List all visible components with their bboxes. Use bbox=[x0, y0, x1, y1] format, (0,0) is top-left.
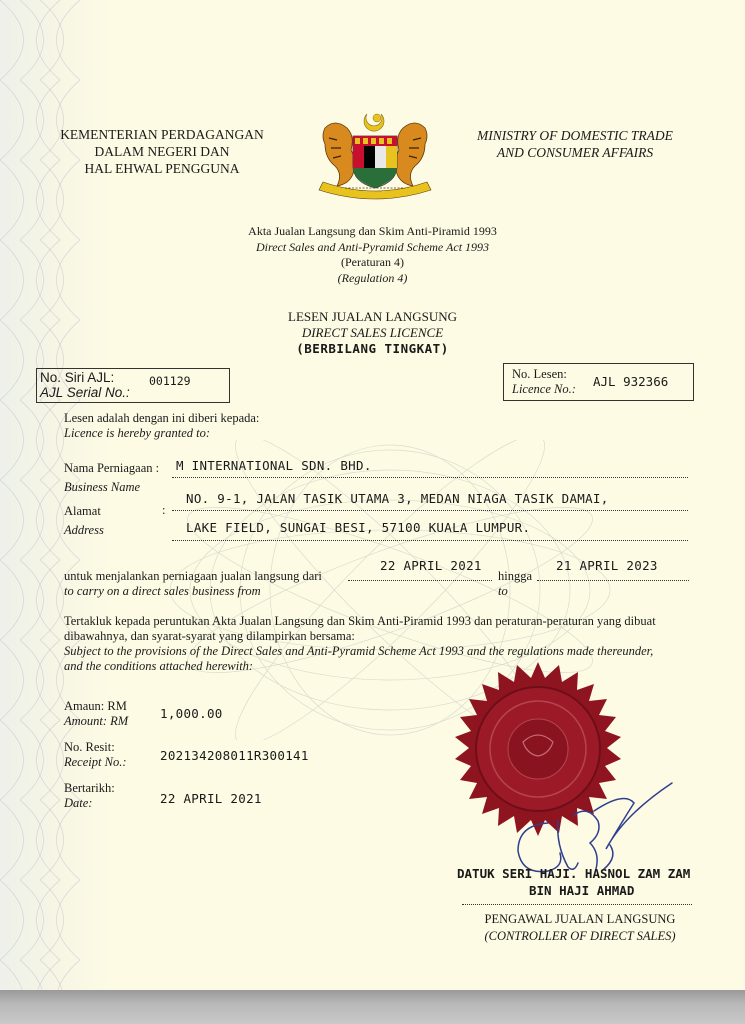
ministry-name-english bbox=[460, 127, 690, 161]
signatory-title bbox=[460, 911, 700, 945]
receipt-number-value: 202134208011R300141 bbox=[160, 748, 309, 763]
date-label-malay: Bertarikh: bbox=[64, 781, 115, 795]
licence-title-english: DIRECT SALES LICENCE bbox=[301, 325, 444, 340]
address-dotted-line-2 bbox=[172, 540, 688, 541]
licence-number-box bbox=[503, 363, 694, 401]
signatory-name-line-1: DATUK SERI HAJI. HASNOL ZAM ZAM bbox=[457, 866, 691, 881]
licence-no-label bbox=[512, 367, 576, 397]
amount-label bbox=[64, 699, 128, 729]
serial-label-english: AJL Serial No.: bbox=[40, 385, 130, 400]
subject-english-line-1: Subject to the provisions of the Direct Sales and Anti-Pyramid Scheme Act 1993 and the regulations made thereunder, bbox=[64, 644, 654, 658]
signatory-name-line-2: BIN HAJI AHMAD bbox=[529, 883, 635, 898]
licence-no-label-malay: No. Lesen: bbox=[512, 367, 567, 381]
subject-malay-line-1: Tertakluk kepada peruntukan Akta Jualan Langsung dan Skim Anti-Piramid 1993 dan peraturan-peraturan yang dibuat bbox=[64, 614, 656, 628]
period-to-label bbox=[498, 569, 532, 599]
period-statement bbox=[64, 569, 322, 599]
business-label-malay: Nama Perniagaan : bbox=[64, 461, 160, 475]
subject-malay-line-2: dibawahnya, dan syarat-syarat yang dilampirkan bersama: bbox=[64, 629, 355, 643]
granted-english: Licence is hereby granted to: bbox=[64, 426, 211, 440]
date-label bbox=[64, 781, 115, 811]
serial-number-box bbox=[36, 368, 230, 403]
address-line-2: LAKE FIELD, SUNGAI BESI, 57100 KUALA LUMPUR. bbox=[186, 520, 531, 535]
amount-value: 1,000.00 bbox=[160, 706, 223, 721]
period-english: to carry on a direct sales business from bbox=[64, 584, 261, 598]
address-label-english: Address bbox=[64, 523, 104, 537]
address-label-malay: Alamat bbox=[64, 504, 101, 518]
serial-number-value: 001129 bbox=[149, 374, 191, 388]
period-to-value: 21 APRIL 2023 bbox=[556, 558, 658, 573]
licence-number-value: AJL 932366 bbox=[593, 374, 669, 389]
address-label bbox=[64, 504, 104, 538]
business-label-english: Business Name bbox=[64, 480, 141, 494]
address-line-1: NO. 9-1, JALAN TASIK UTAMA 3, MEDAN NIAGA TASIK DAMAI, bbox=[186, 491, 609, 506]
act-name-malay: Akta Jualan Langsung dan Skim Anti-Piramid 1993 bbox=[248, 224, 497, 238]
granted-statement bbox=[64, 411, 259, 441]
ministry-line-1: KEMENTERIAN PERDAGANGAN bbox=[60, 127, 264, 142]
malaysia-coat-of-arms-icon bbox=[315, 108, 435, 200]
period-to-dotted-line bbox=[537, 580, 689, 581]
address-colon: : bbox=[162, 503, 166, 517]
act-name-english: Direct Sales and Anti-Pyramid Scheme Act 1993 bbox=[255, 239, 490, 254]
subject-english-line-2: and the conditions attached herewith: bbox=[64, 659, 254, 673]
business-name-value: M INTERNATIONAL SDN. BHD. bbox=[176, 458, 372, 473]
ministry-line-3: HAL EHWAL PENGGUNA bbox=[84, 161, 240, 176]
regulation-english: (Regulation 4) bbox=[337, 270, 408, 285]
business-name-dotted-line bbox=[172, 477, 688, 478]
signatory-title-malay: PENGAWAL JUALAN LANGSUNG bbox=[484, 912, 676, 926]
licence-type: (BERBILANG TINGKAT) bbox=[296, 341, 449, 356]
serial-label bbox=[40, 370, 130, 400]
period-from-value: 22 APRIL 2021 bbox=[380, 558, 482, 573]
signatory-name bbox=[457, 865, 690, 899]
act-reference bbox=[160, 224, 585, 286]
address-dotted-line-1 bbox=[172, 510, 688, 511]
signatory-title-english: (CONTROLLER OF DIRECT SALES) bbox=[484, 929, 676, 943]
period-malay: untuk menjalankan perniagaan jualan langsung dari bbox=[64, 569, 322, 583]
amount-label-english: Amount: RM bbox=[64, 714, 129, 728]
ministry-en-line-2: AND CONSUMER AFFAIRS bbox=[496, 145, 654, 160]
granted-malay: Lesen adalah dengan ini diberi kepada: bbox=[64, 411, 260, 425]
licence-title bbox=[200, 309, 545, 357]
ministry-line-2: DALAM NEGERI DAN bbox=[94, 144, 230, 159]
business-name-label bbox=[64, 461, 159, 495]
receipt-label-english: Receipt No.: bbox=[64, 755, 127, 769]
licence-title-malay: LESEN JUALAN LANGSUNG bbox=[288, 309, 457, 324]
amount-label-malay: Amaun: RM bbox=[64, 699, 127, 713]
serial-label-malay: No. Siri AJL: bbox=[40, 370, 115, 385]
ministry-en-line-1: MINISTRY OF DOMESTIC TRADE bbox=[477, 128, 673, 143]
regulation-malay: (Peraturan 4) bbox=[341, 255, 404, 269]
period-from-dotted-line bbox=[348, 580, 492, 581]
period-to-english: to bbox=[498, 584, 508, 598]
scan-bottom-edge bbox=[0, 990, 745, 1024]
licence-no-label-english: Licence No.: bbox=[512, 382, 576, 396]
period-to-malay: hingga bbox=[498, 569, 533, 583]
receipt-label bbox=[64, 740, 126, 770]
signature-dotted-line bbox=[462, 904, 692, 905]
date-value: 22 APRIL 2021 bbox=[160, 791, 262, 806]
receipt-label-malay: No. Resit: bbox=[64, 740, 115, 754]
ministry-name-malay bbox=[52, 126, 272, 177]
date-label-english: Date: bbox=[64, 796, 93, 810]
